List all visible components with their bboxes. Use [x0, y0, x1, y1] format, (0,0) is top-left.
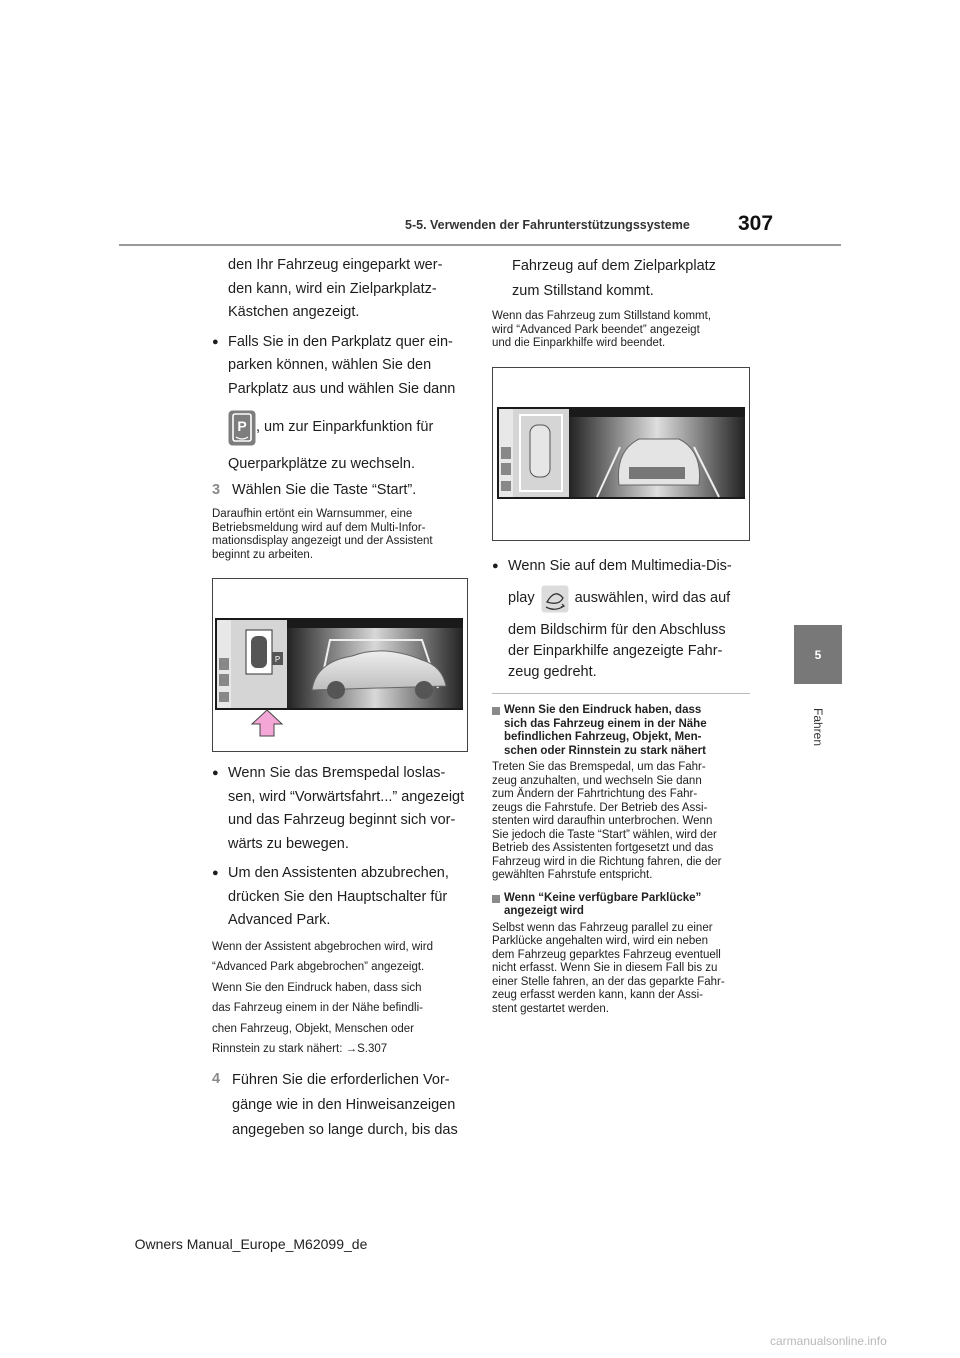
bullet-multimedia-text-a: ● Wenn Sie auf dem Multimedia-Dis-	[508, 557, 732, 574]
right-column	[492, 254, 752, 1016]
step-4-text: Führen Sie die erforderlichen Vor- gänge wie in den Hinweisanzeigen angegeben so lange durch, bis das	[232, 1071, 458, 1138]
bullet-multimedia	[492, 555, 752, 684]
section-1-heading: Wenn Sie den Eindruck haben, dass sich das Fahrzeug einem in der Nähe befindlichen Fahrzeug, Objekt, Men- schen oder Rinnstein zu stark nähert	[492, 704, 752, 758]
bullet-cross-parking-text-b: , um zur Einparkfunktion für	[256, 419, 434, 436]
step-4-number: 4	[212, 1070, 221, 1087]
parking-screen-illustration-1	[212, 578, 468, 752]
bullet-cancel: ● Um den Assistenten abzubrechen, drücken Sie den Hauptschalter für Advanced Park.	[212, 862, 470, 933]
bullet-release-brake: ● Wenn Sie das Bremspedal loslas- sen, wird “Vorwärtsfahrt...” angezeigt und das Fahrzeug beginnt sich vor- wärts zu bewegen.	[212, 762, 470, 856]
section-2-body: Selbst wenn das Fahrzeug parallel zu einer Parklücke angehalten wird, wird ein neben dem Fahrzeug geparktes Fahrzeug eventuell nicht erfasst. Wenn Sie in diesem Fall bis zu einer Stelle fahren, an der das geparkte Fahr- zeug erfasst werden kann, kann der Assi- stent gestartet werden.	[492, 921, 725, 1015]
footer-document-name: Owners Manual_Europe_M62099_de	[134, 1236, 368, 1252]
chapter-label: Fahren	[811, 707, 825, 747]
bullet-cross-parking	[212, 331, 470, 477]
section-title: 5-5. Verwenden der Fahrunterstützungssysteme	[405, 218, 690, 232]
bullet-cross-parking-text-c: Querparkplätze zu wechseln.	[228, 456, 415, 472]
step-3-note: Daraufhin ertönt ein Warnsummer, eine Betriebsmeldung wird auf dem Multi-Infor- mationsdisplay angezeigt und der Assistent beginnt zu arbeiten.	[212, 508, 433, 561]
bullet-cross-parking-text-a: ● Falls Sie in den Parkplatz quer ein- parken können, wählen Sie den Parkplatz aus und wählen Sie dann	[228, 333, 456, 397]
step-4	[212, 1068, 470, 1143]
bullet-multimedia-text-c: dem Bildschirm für den Abschluss der Einparkhilfe angezeigte Fahr- zeug gedreht.	[508, 622, 726, 680]
section-divider	[492, 693, 750, 694]
step-3	[212, 479, 470, 503]
section-1-body: Treten Sie das Bremspedal, um das Fahr- zeug anzuhalten, und wechseln Sie dann zum Ändern der Fahrtrichtung des Fahr- zeugs die Fahrstufe. Der Betrieb des Assi- stenten wird daraufhin unterbrochen. Wenn Sie jedoch die Taste “Start” wählen, wird der Betrieb des Assistenten fortgesetzt und das Fahrzeug wird in die Richtung fahren, die der gewählten Fahrstufe entspricht.	[492, 761, 722, 881]
intro-text: den Ihr Fahrzeug eingeparkt wer- den kann, wird ein Zielparkplatz- Kästchen angezeigt.	[228, 257, 443, 320]
vehicle-top-view	[251, 636, 267, 668]
svg-text:P: P	[237, 418, 247, 434]
step-3-text: Wählen Sie die Taste “Start”.	[232, 481, 417, 498]
step-3-number: 3	[212, 481, 221, 498]
watermark: carmanualsonline.info	[770, 1334, 887, 1348]
section-2-heading: Wenn “Keine verfügbare Parklücke” angezeigt wird	[492, 892, 752, 919]
vehicle-top-view	[530, 425, 550, 477]
cross-parking-p-icon	[228, 410, 256, 446]
bullet-multimedia-text-b-pre: play	[508, 590, 535, 607]
parking-screen-illustration-2	[492, 367, 750, 541]
step-4-note: Wenn das Fahrzeug zum Stillstand kommt, wird “Advanced Park beendet” angezeigt und die Einparkhilfe wird beendet.	[492, 310, 712, 349]
rotate-vehicle-icon	[541, 585, 569, 613]
header-divider	[119, 244, 841, 246]
note-cancel: Wenn der Assistent abgebrochen wird, wird “Advanced Park abgebrochen” angezeigt. Wenn Sie den Eindruck haben, dass sich das Fahrzeug einem in der Nähe befindli- chen Fahrzeug, Objekt, Menschen oder Rinnstein zu stark nähert: →S.307	[212, 940, 433, 1055]
bullet-multimedia-text-b-post: auswählen, wird das auf	[574, 590, 731, 607]
side-icon-p-label: P	[274, 655, 281, 664]
left-column	[212, 254, 470, 1143]
chapter-tab: 5	[794, 625, 842, 684]
page-number: 307	[738, 212, 774, 235]
step-4-continued: Fahrzeug auf dem Zielparkplatz zum Stillstand kommt.	[512, 258, 716, 299]
